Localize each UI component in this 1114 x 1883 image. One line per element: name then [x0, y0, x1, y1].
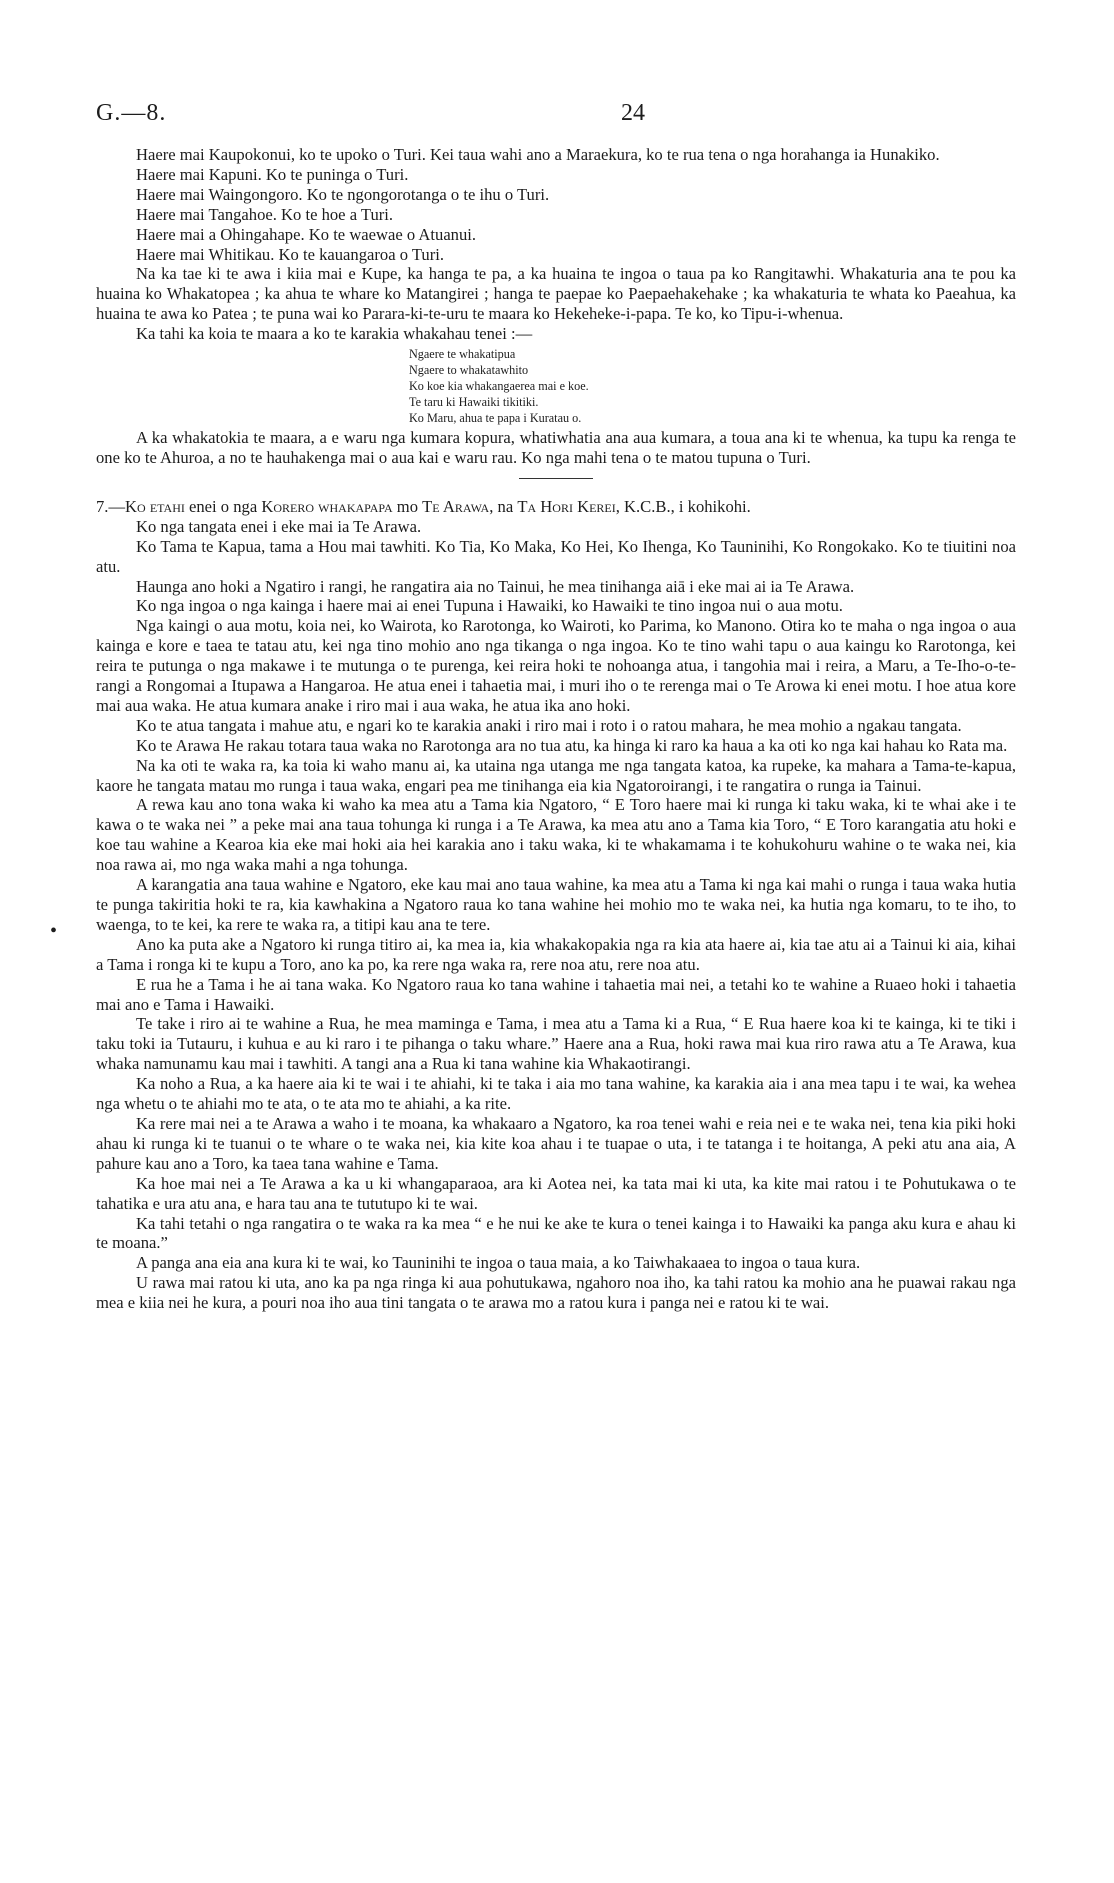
- heading-part: mo: [392, 496, 423, 516]
- paragraph: Ka tahi ka koia te maara a ko te karakia whakahau tenei :—: [136, 324, 533, 344]
- margin-mark: •: [50, 920, 58, 942]
- paragraph: U rawa mai ratou ki uta, ano ka pa nga ringa ki aua pohutukawa, ngahoro noa iho, ka tahi ratou ka mohio ana he puawai rakau nga mea e kiia nei he kura, a pouri noa iho aua tini tangata o te arawa mo a ratou kura i panga nei e ratou ki te wai.: [96, 1273, 1016, 1313]
- heading-part: Korero whakapapa: [261, 496, 393, 516]
- chant-line: Ko Maru, ahua te papa i Kuratau o.: [409, 411, 582, 426]
- paragraph: Haere mai Waingongoro. Ko te ngongorotanga o te ihu o Turi.: [136, 184, 550, 204]
- paragraph: A panga ana eia ana kura ki te wai, ko Tauninihi te ingoa o taua maia, a ko Taiwhakaaea to ingoa o taua kura.: [136, 1253, 861, 1273]
- paragraph: Haere mai a Ohingahape. Ko te waewae o Atuanui.: [136, 224, 477, 244]
- chant-line: Ko koe kia whakangaerea mai e koe.: [409, 379, 589, 394]
- page-number: 24: [621, 100, 645, 126]
- heading-part: enei o nga: [184, 496, 262, 516]
- paragraph: Ko nga tangata enei i eke mai ia Te Arawa.: [136, 516, 422, 536]
- paragraph: Ko Tama te Kapua, tama a Hou mai tawhiti. Ko Tia, Ko Maka, Ko Hei, Ko Ihenga, Ko Tauninihi, Ko Rongokako. Ko te tiuitini noa atu.: [96, 536, 1016, 576]
- paragraph: Te take i riro ai te wahine a Rua, he mea maminga e Tama, i mea atu a Tama ki a Rua, “ E Rua haere koa ki te kainga, ki te tiki i taku toki ia Tutauru, i kuhua e au ki raro i te pihanga o taku whare.” Haere ana a Rua, hoki rawa mai kua riro rawa atu a Te Arawa, kua whaka namunamu kau mai i tawhiti. A tangi ana a Rua ki tana wahine kia Whakaotirangi.: [96, 1014, 1016, 1074]
- section-heading: [96, 497, 1016, 517]
- page-body: [96, 145, 1016, 1313]
- paragraph: Ko te atua tangata i mahue atu, e ngari ko te karakia anaki i riro mai i roto i o ratou mahara, he mea mohio a ngakau tangata.: [136, 715, 962, 735]
- document-reference: G.—8.: [96, 100, 167, 126]
- heading-part: Ko etahi: [125, 496, 185, 516]
- chant-line: Ngaere to whakatawhito: [409, 363, 529, 378]
- paragraph: Haere mai Tangahoe. Ko te hoe a Turi.: [136, 204, 394, 224]
- paragraph: Ka rere mai nei a te Arawa a waho i te moana, ka whakaaro a Ngatoro, ka roa tenei wahi e reia nei e te waka nei, tena kia piki hoki ahau ki runga ki te tuanui o te whare o te waka nei, kia kite koa ahau i te tuapae o uta, i te tatanga i te hoitanga, A peki atu ana aia, A pahure kau ano a Toro, ka taea tana wahine e Tama.: [96, 1113, 1016, 1173]
- paragraph: Haere mai Kapuni. Ko te puninga o Turi.: [136, 164, 409, 184]
- heading-part: Te Arawa: [422, 496, 490, 516]
- paragraph: Haere mai Kaupokonui, ko te upoko o Turi. Kei taua wahi ano a Maraekura, ko te rua tena o nga horahanga ia Hunakiko.: [136, 145, 940, 164]
- heading-part: , na: [489, 496, 518, 516]
- paragraph: Na ka oti te waka ra, ka toia ki waho manu ai, ka utaina nga utanga me nga tangata katoa, ka rupeke, ka mahara a Tama-te-kapua, kaore he tangata matau mo runga i taua waka, engari pea me tinihanga eia kia Ngatoroirangi, i te rangatira o runga ia Tainui.: [96, 755, 1016, 795]
- paragraph: Ano ka puta ake a Ngatoro ki runga titiro ai, ka mea ia, kia whakakopakia nga ra kia ata haere ai, kia tae atu ai a Tainui ki aia, kihai a Tama i ronga ki te kupu a Toro, ano ka po, ka rere nga waka ra, rere noa atu, rere noa atu.: [96, 934, 1016, 974]
- paragraph: Ka hoe mai nei a Te Arawa a ka u ki whangaparaoa, ara ki Aotea nei, ka tata mai ki uta, ka kite mai ratou i te Pohutukawa o te tahatika e ura atu ana, e hara tau ana te tututupo ki te wai.: [96, 1173, 1016, 1213]
- page-header: [96, 100, 1016, 132]
- paragraph: A ka whakatokia te maara, a e waru nga kumara kopura, whatiwhatia ana aua kumara, a toua ana ki te whenua, ka tupu ka renga te one ko te Ahuroa, a no te hauhakenga mai o aua kai e waru rau. Ko nga mahi tena o te matou tupuna o Turi.: [96, 428, 1016, 467]
- paragraph: Haere mai Whitikau. Ko te kauangaroa o Turi.: [136, 244, 444, 264]
- chant-line: Ngaere te whakatipua: [409, 347, 516, 362]
- section-te-arawa: [96, 497, 1016, 1313]
- heading-number: 7.—: [96, 496, 126, 516]
- heading-part: , K.C.B., i kohikohi.: [615, 496, 751, 516]
- paragraph: Ko nga ingoa o nga kainga i haere mai ai enei Tupuna i Hawaiki, ko Hawaiki te tino ingoa nui o aua motu.: [136, 596, 843, 616]
- paragraph: Ka tahi tetahi o nga rangatira o te waka ra ka mea “ e he nui ke ake te kura o tenei kainga i to Hawaiki ka panga aku kura e ahau ki te moana.”: [96, 1213, 1016, 1253]
- section-turi: [96, 145, 1016, 468]
- section-divider: [519, 478, 593, 479]
- chant-line: Te taru ki Hawaiki tikitiki.: [409, 395, 539, 410]
- heading-part: Ta Hori Kerei: [517, 496, 616, 516]
- paragraph: Nga kaingi o aua motu, koia nei, ko Wairota, ko Rarotonga, ko Wairoti, ko Parima, ko Manono. Otira ko te maha o nga ingoa o aua kainga e kore e taea te tatau atu, kei nga tino mohio ano nga tikanga o nga ingoa. Ko te tino wahi tapu o aua kaingu ko Rarotonga, kei reira te putunga o nga makawe i te mutunga o te purenga, kei reira hoki te nohoanga atua, i tangohia mai i reira, a Maru, a Te-Iho-o-te-rangi a Rongomai a Itupawa a Hangaroa. He atua enei i tahaetia mai, i muri iho o te rerenga mai o Te Arowa ki enei motu. I hoe atua kore mai aua waka. He atua kumara anake i riro mai i aua waka, he atua ika ano hoki.: [96, 616, 1016, 715]
- paragraph: Haunga ano hoki a Ngatiro i rangi, he rangatira aia no Tainui, he mea tinihanga aiā i eke mai ai ia Te Arawa.: [136, 576, 855, 596]
- paragraph: A karangatia ana taua wahine e Ngatoro, eke kau mai ano taua wahine, ka mea atu a Tama ki nga kai mahi o runga i taua waka hutia te punga takiritia hoki te ra, kia kawhakina a Ngatoro raua ko tana wahine hei mohio mo te waka nei, ka hutia nga komaru, to te iho, to waenga, to te kei, ka rere te waka ra, a titipi kau ana te tere.: [96, 875, 1016, 934]
- paragraph: E rua he a Tama i he ai tana waka. Ko Ngatoro raua ko tana wahine i tahaetia mai nei, a tetahi ko te wahine a Ruaeo hoki i tahaetia mai ano e Tama i Hawaiki.: [96, 974, 1016, 1014]
- paragraph: A rewa kau ano tona waka ki waho ka mea atu a Tama kia Ngatoro, “ E Toro haere mai ki runga ki taku waka, ki te whai ake i te kawa o te waka nei ” a peke mai ana taua tohunga ki runga i a Te Arawa, ka mea atu ano a Tama kia Toro, “ E Toro karangatia atu hoki e koe tau wahine a Kearoa kia eke mai hoki aia hei karakia ano i taku waka, ki te whakamama i te kohukohuru wahine o te waka nei, kia noa rawa ai, mo nga waka mahi a nga tohunga.: [96, 795, 1016, 875]
- paragraph: Ka noho a Rua, a ka haere aia ki te wai i te ahiahi, ki te taka i aia mo tana wahine, ka karakia aia i ana mea tapu i te wai, ka wehea nga whetu o te ahiahi mo te ata, o te ata mo te ahiahi, a ka rite.: [96, 1074, 1016, 1114]
- paragraph: Na ka tae ki te awa i kiia mai e Kupe, ka hanga te pa, a ka huaina te ingoa o taua pa ko Rangitawhi. Whakaturia ana te pou ka huaina ko Whakatopea ; ka ahua te whare ko Matangirei ; hanga te paepae ko Paepaehakehake ; ka whakaturia te whata ko Paeahua, ka huaina te awa ko Patea ; te puna wai ko Parara-ki-te-uru te maara ko Hekeheke-i-papa. Te ko, ko Tipu-i-whenua.: [96, 264, 1016, 324]
- chant-verse: [409, 346, 1016, 426]
- paragraph: Ko te Arawa He rakau totara taua waka no Rarotonga ara no tua atu, ka hinga ki raro ka haua a ka oti ko nga kai hahau ko Rata ma.: [136, 735, 1008, 755]
